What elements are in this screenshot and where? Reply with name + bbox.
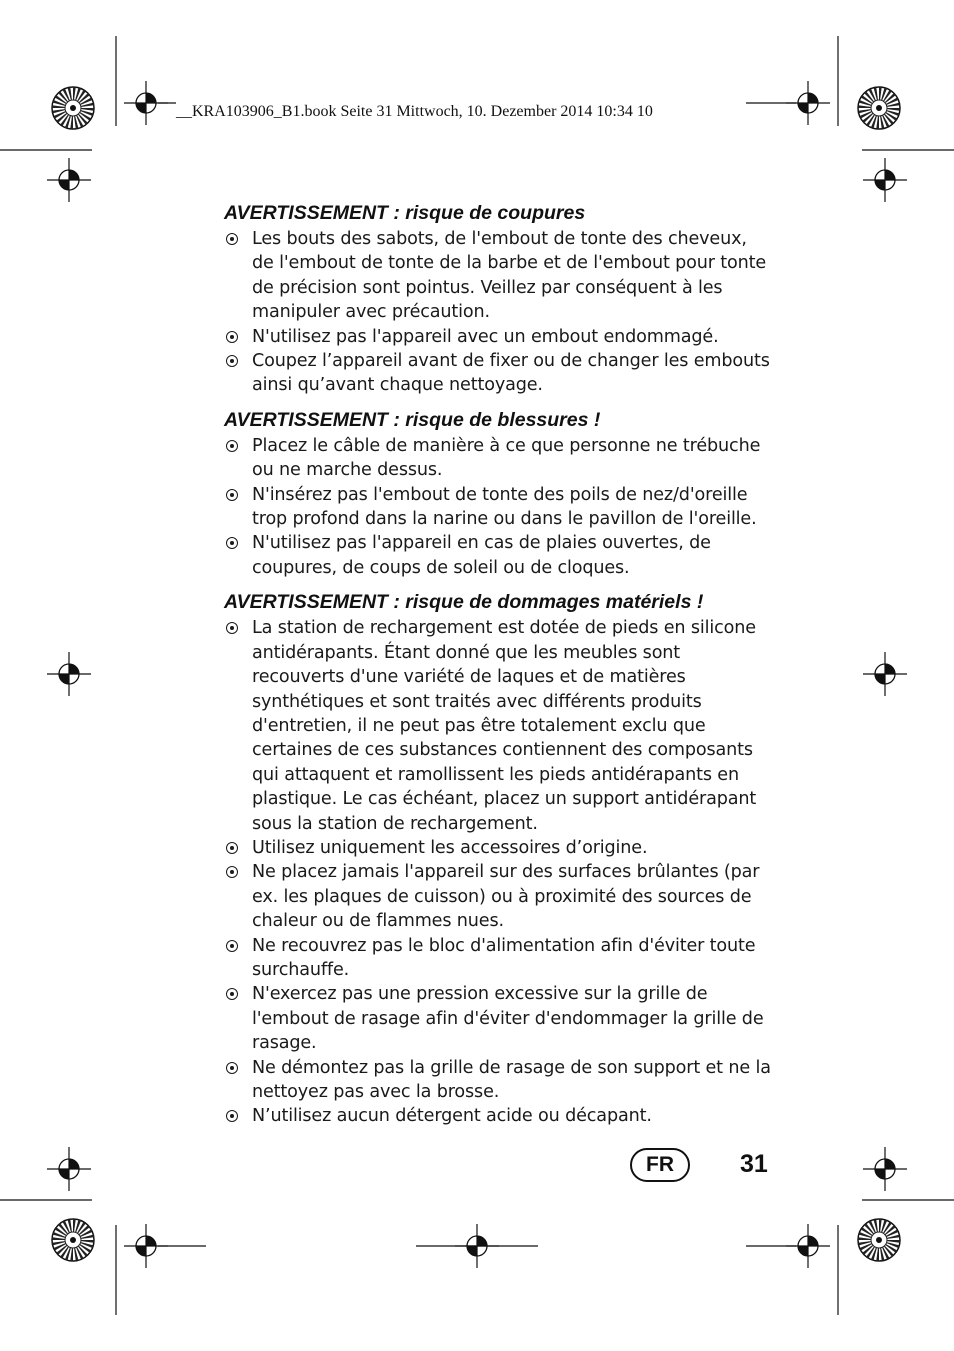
list-item-text: N'insérez pas l'embout de tonte des poils de nez/d'oreille trop profond dans la narine ou dans le pavillon de l'oreille. [252, 484, 757, 530]
bullet-list [224, 227, 772, 398]
circled-dot-icon [226, 1110, 238, 1122]
crosshair-registration-mark-icon [124, 81, 168, 125]
list-item-text: N'exercez pas une pression excessive sur la grille de l'embout de rasage afin d'éviter d'endommager la grille de rasage. [252, 984, 764, 1054]
warning-heading: AVERTISSEMENT : risque de blessures ! [224, 408, 601, 431]
list-item-text: Coupez l’appareil avant de fixer ou de changer les embouts ainsi qu’avant chaque nettoyage. [252, 351, 770, 396]
radial-sunburst-target-icon [52, 87, 94, 129]
circled-dot-icon [226, 622, 238, 634]
list-item-text: Ne démontez pas la grille de rasage de son support et ne la nettoyez pas avec la brosse. [252, 1057, 771, 1102]
warning-section-cuts [224, 201, 772, 398]
crosshair-registration-mark-icon [455, 1224, 499, 1268]
radial-sunburst-target-icon [858, 87, 900, 129]
warning-section-injuries [224, 408, 772, 580]
list-item [224, 1056, 772, 1105]
page-number: 31 [740, 1150, 768, 1178]
list-item [224, 227, 772, 325]
warning-heading: AVERTISSEMENT : risque de coupures [224, 202, 586, 224]
crosshair-registration-mark-icon [786, 81, 830, 125]
list-item-text: N'utilisez pas l'appareil avec un embout endommagé. [252, 326, 719, 347]
circled-dot-icon [226, 355, 238, 367]
circled-dot-icon [226, 489, 238, 501]
crosshair-registration-mark-icon [47, 158, 91, 202]
circled-dot-icon [226, 842, 238, 854]
list-item [224, 836, 772, 860]
crosshair-registration-mark-icon [124, 1224, 168, 1268]
circled-dot-icon [226, 537, 238, 549]
circled-dot-icon [226, 233, 238, 245]
warning-heading: AVERTISSEMENT : risque de dommages matériels ! [224, 591, 704, 614]
radial-sunburst-target-icon [858, 1219, 900, 1261]
list-item [224, 434, 772, 483]
circled-dot-icon [226, 440, 238, 452]
crosshair-registration-mark-icon [863, 652, 907, 696]
list-item-text: Ne recouvrez pas le bloc d'alimentation afin d'éviter toute surchauffe. [252, 935, 756, 980]
list-item [224, 325, 772, 349]
list-item [224, 982, 772, 1055]
list-item [224, 616, 772, 836]
radial-sunburst-target-icon [52, 1219, 94, 1261]
list-item-text: Utilisez uniquement les accessoires d’origine. [252, 837, 648, 858]
crosshair-registration-mark-icon [863, 158, 907, 202]
print-header: __KRA103906_B1.book Seite 31 Mittwoch, 10. Dezember 2014 10:34 10 [176, 103, 653, 120]
list-item-text: Les bouts des sabots, de l'embout de tonte des cheveux, de l'embout de tonte de la barbe et de l'embout pour tonte de précision sont pointus. Veillez par conséquent à les manipuler avec précaution. [252, 229, 767, 323]
list-item [224, 349, 772, 398]
list-item [224, 1104, 772, 1128]
list-item [224, 531, 772, 580]
circled-dot-icon [226, 331, 238, 343]
bullet-list [224, 434, 772, 580]
crosshair-registration-mark-icon [47, 1147, 91, 1191]
list-item-text: N'utilisez pas l'appareil en cas de plaies ouvertes, de coupures, de coups de soleil ou de cloques. [252, 533, 711, 578]
list-item [224, 483, 772, 532]
list-item-text: Placez le câble de manière à ce que personne ne trébuche ou ne marche dessus. [252, 435, 761, 481]
list-item-text: Ne placez jamais l'appareil sur des surfaces brûlantes (par ex. les plaques de cuisson) ou à proximité des sources de chaleur ou de flammes nues. [252, 862, 760, 932]
crosshair-registration-mark-icon [863, 1147, 907, 1191]
list-item-text: N’utilisez aucun détergent acide ou décapant. [252, 1106, 652, 1127]
circled-dot-icon [226, 940, 238, 952]
crosshair-registration-mark-icon [786, 1224, 830, 1268]
bullet-list [224, 616, 772, 1129]
language-badge: FR [630, 1148, 690, 1182]
page-content [224, 201, 772, 1129]
circled-dot-icon [226, 866, 238, 878]
circled-dot-icon [226, 1062, 238, 1074]
list-item [224, 934, 772, 983]
warning-section-material-damage [224, 590, 772, 1129]
circled-dot-icon [226, 988, 238, 1000]
crosshair-registration-mark-icon [47, 652, 91, 696]
list-item [224, 860, 772, 933]
list-item-text: La station de rechargement est dotée de pieds en silicone antidérapants. Étant donné que les meubles sont recouverts d'une variété de laques et de matières synthétiques et sont traités avec différents produits d'entretien, il ne peut pas être totalement exclu que certaines de ces substances contiennent des composants qui attaquent et ramollissent les pieds antidérapants en plastique. Le cas échéant, placez un support antidérapant sous la station de rechargement. [252, 618, 757, 834]
